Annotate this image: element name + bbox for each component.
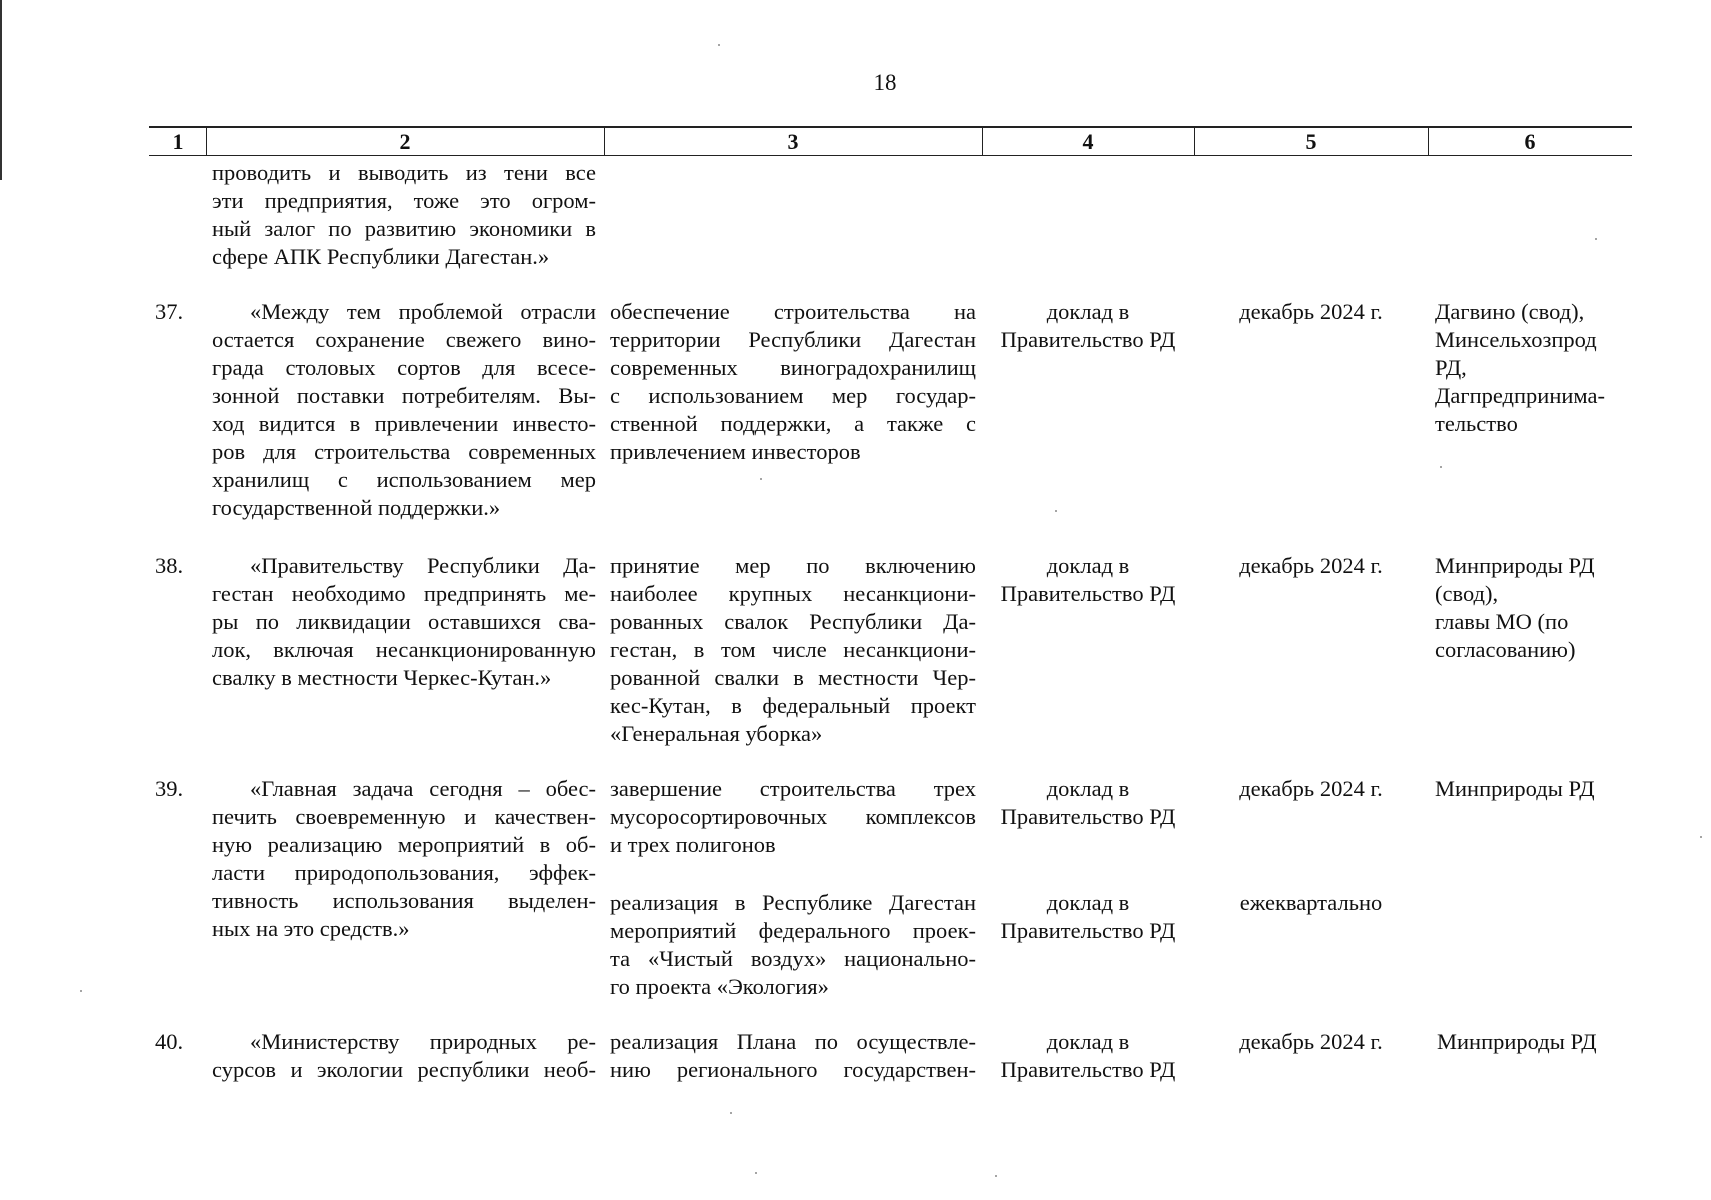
- text-line: ласти природопользования, эффек-: [212, 860, 596, 885]
- text-line: Дагвино (свод),: [1435, 299, 1585, 324]
- text-line: мероприятий федерального проек-: [610, 918, 976, 943]
- text-line: проводить и выводить из тени все: [212, 160, 596, 185]
- scan-speck: [755, 1172, 757, 1174]
- text-line: ры по ликвидации оставшихся сва-: [212, 609, 596, 634]
- header-col-6: 6: [1524, 129, 1536, 154]
- text-line: лок, включая несанкционированную: [212, 637, 596, 662]
- text-line: доклад в: [1046, 1029, 1130, 1054]
- text-line: сурсов и экологии республики необ-: [212, 1057, 596, 1082]
- text-line: тельство: [1435, 411, 1518, 436]
- scan-speck: [1595, 238, 1597, 240]
- row-number: 37.: [155, 299, 184, 324]
- text-line: рованных свалок Республики Да-: [610, 609, 976, 634]
- text-line: рованной свалки в местности Чер-: [610, 665, 976, 690]
- text-line: принятие мер по включению: [610, 553, 976, 578]
- text-line: ный залог по развитию экономики в: [212, 216, 596, 241]
- text-line: Правительство РД: [1000, 581, 1176, 606]
- deadline: декабрь 2024 г.: [1239, 553, 1383, 578]
- text-line: ров для строительства современных: [212, 439, 596, 464]
- text-line: реализация Плана по осуществле-: [610, 1029, 976, 1054]
- scan-speck: [1440, 466, 1442, 468]
- text-line: печить своевременную и качествен-: [212, 804, 596, 829]
- text-line: территории Республики Дагестан: [610, 327, 976, 352]
- text-line: свалку в местности Черкес-Кутан.»: [212, 665, 552, 690]
- scan-speck: [760, 478, 762, 480]
- deadline: декабрь 2024 г.: [1239, 776, 1383, 801]
- scan-speck: [1700, 836, 1702, 838]
- scan-speck: [995, 1175, 997, 1177]
- text-line: согласованию): [1435, 637, 1576, 662]
- text-line: нию регионального государствен-: [610, 1057, 976, 1082]
- text-line: «Министерству природных ре-: [250, 1029, 596, 1054]
- text-line: РД,: [1435, 355, 1467, 380]
- text-line: эти предприятия, тоже это огром-: [212, 188, 596, 213]
- row-number: 39.: [155, 776, 184, 801]
- text-line: го проекта «Экология»: [610, 974, 829, 999]
- text-line: мусоросортировочных комплексов: [610, 804, 976, 829]
- text-line: остается сохранение свежего вино-: [212, 327, 596, 352]
- page-number: 18: [873, 70, 897, 95]
- text-line: сфере АПК Республики Дагестан.»: [212, 244, 550, 269]
- header-col-1: 1: [172, 129, 184, 154]
- text-line: «Главная задача сегодня – обес-: [250, 776, 596, 801]
- table-header-rule: [149, 155, 1632, 156]
- text-line: «Между тем проблемой отрасли: [250, 299, 596, 324]
- text-line: тивность использования выделен-: [212, 888, 596, 913]
- text-line: ственной поддержки, а также с: [610, 411, 976, 436]
- text-line: хранилищ с использованием мер: [212, 467, 596, 492]
- text-line: Минприроды РД: [1435, 553, 1595, 578]
- text-line: завершение строительства трех: [610, 776, 976, 801]
- text-line: гестан необходимо предпринять ме-: [212, 581, 596, 606]
- scan-speck: [80, 990, 82, 992]
- text-line: града столовых сортов для всесе-: [212, 355, 596, 380]
- text-line: ход видится в привлечении инвесто-: [212, 411, 596, 436]
- text-line: «Генеральная уборка»: [610, 721, 823, 746]
- text-line: гестан, в том числе несанкциони-: [610, 637, 976, 662]
- row-number: 38.: [155, 553, 184, 578]
- text-line: зонной поставки потребителям. Вы-: [212, 383, 596, 408]
- scan-speck: [730, 1112, 732, 1114]
- text-line: Правительство РД: [1000, 327, 1176, 352]
- deadline: декабрь 2024 г.: [1239, 1029, 1383, 1054]
- scan-speck: [718, 44, 720, 46]
- responsible: Минприроды РД: [1435, 776, 1595, 801]
- text-line: наиболее крупных несанкциони-: [610, 581, 976, 606]
- text-line: «Правительству Республики Да-: [250, 553, 596, 578]
- text-line: Правительство РД: [1000, 1057, 1176, 1082]
- text-line: обеспечение строительства на: [610, 299, 976, 324]
- text-line: (свод),: [1435, 581, 1499, 606]
- text-line: привлечением инвесторов: [610, 439, 861, 464]
- scan-left-edge: [0, 0, 2, 180]
- text-line: доклад в: [1046, 776, 1130, 801]
- text-line: государственной поддержки.»: [212, 495, 501, 520]
- header-col-3: 3: [787, 129, 799, 154]
- text-line: кес-Кутан, в федеральный проект: [610, 693, 976, 718]
- text-line: реализация в Республике Дагестан: [610, 890, 976, 915]
- text-line: Правительство РД: [1000, 804, 1176, 829]
- scan-speck: [1055, 510, 1057, 512]
- text-line: Минсельхозпрод: [1435, 327, 1597, 352]
- text-line: современных виноградохранилищ: [610, 355, 976, 380]
- text-line: доклад в: [1046, 299, 1130, 324]
- responsible: Минприроды РД: [1437, 1029, 1597, 1054]
- text-line: главы МО (по: [1435, 609, 1569, 634]
- text-line: ную реализацию мероприятий в об-: [212, 832, 596, 857]
- text-line: Дагпредпринима-: [1435, 383, 1605, 408]
- text-line: Правительство РД: [1000, 918, 1176, 943]
- deadline: декабрь 2024 г.: [1239, 299, 1383, 324]
- text-line: доклад в: [1046, 890, 1130, 915]
- header-col-4: 4: [1082, 129, 1094, 154]
- deadline: ежеквартально: [1239, 890, 1383, 915]
- text-line: доклад в: [1046, 553, 1130, 578]
- row-number: 40.: [155, 1029, 184, 1054]
- text-line: и трех полигонов: [610, 832, 776, 857]
- text-line: с использованием мер государ-: [610, 383, 976, 408]
- header-col-5: 5: [1305, 129, 1317, 154]
- text-line: ных на это средств.»: [212, 916, 410, 941]
- header-col-2: 2: [399, 129, 411, 154]
- text-line: та «Чистый воздух» национально-: [610, 946, 976, 971]
